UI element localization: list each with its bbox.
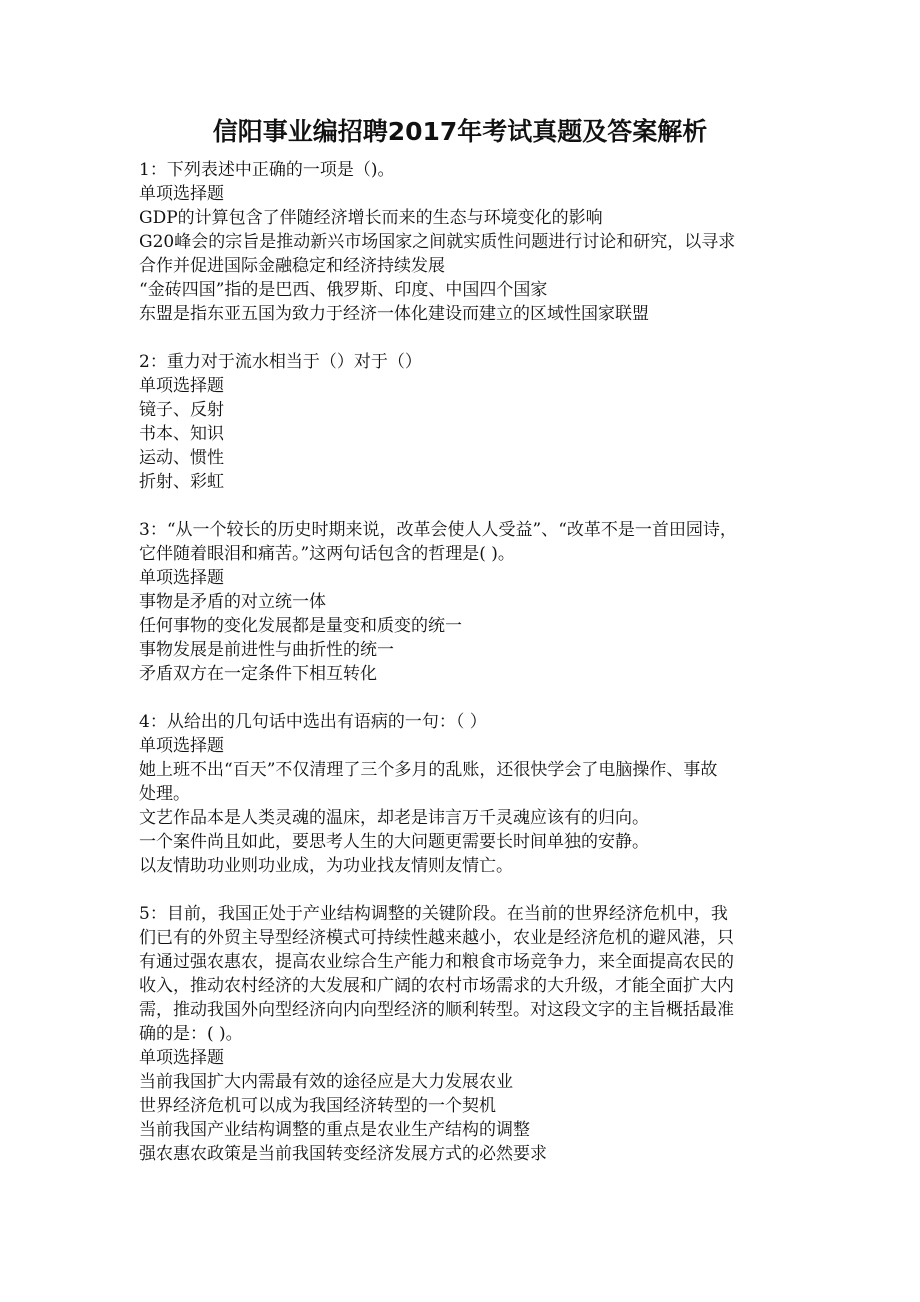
question-list <box>139 158 787 1190</box>
option-b[interactable] <box>139 806 787 830</box>
question-stem: 3：“从一个较长的历史时期来说，改革会使人人受益”、“改革不是一首田园诗， <box>139 520 737 540</box>
option-text: 她上班不出“百天”不仅清理了三个多月的乱账，还很快学会了电脑操作、事故 <box>139 760 718 780</box>
option-b[interactable] <box>139 614 787 638</box>
option-text: 世界经济危机可以成为我国经济转型的一个契机 <box>139 1096 496 1116</box>
question-2 <box>139 350 787 494</box>
option-text: 一个案件尚且如此，要思考人生的大问题更需要长时间单独的安静。 <box>139 832 649 852</box>
option-b[interactable] <box>139 1094 787 1118</box>
option-a[interactable] <box>139 758 787 806</box>
question-stem: 5：目前，我国正处于产业结构调整的关键阶段。在当前的世界经济危机中，我 <box>139 904 728 924</box>
question-type: 单项选择题 <box>139 568 224 588</box>
option-a[interactable] <box>139 590 787 614</box>
option-text: 运动、惯性 <box>139 448 224 468</box>
option-b[interactable] <box>139 230 787 278</box>
question-stem: 们已有的外贸主导型经济模式可持续性越来越小，农业是经济危机的避风港，只 <box>139 928 734 948</box>
question-stem: 确的是：( )。 <box>139 1024 243 1044</box>
option-c[interactable] <box>139 278 787 302</box>
question-stem: 2：重力对于流水相当于（）对于（） <box>139 352 422 372</box>
option-d[interactable] <box>139 1142 787 1166</box>
document-title: 信阳事业编招聘2017年考试真题及答案解析 <box>212 117 708 146</box>
question-stem: 有通过强农惠农，提高农业综合生产能力和粮食市场竞争力，来全面提高农民的 <box>139 952 734 972</box>
option-text: 当前我国产业结构调整的重点是农业生产结构的调整 <box>139 1120 530 1140</box>
option-text: 事物是矛盾的对立统一体 <box>139 592 326 612</box>
option-b[interactable] <box>139 422 787 446</box>
question-stem: 需，推动我国外向型经济向内向型经济的顺利转型。对这段文字的主旨概括最准 <box>139 1000 734 1020</box>
question-type: 单项选择题 <box>139 736 224 756</box>
option-a[interactable] <box>139 1070 787 1094</box>
question-stem: 4：从给出的几句话中选出有语病的一句：（ ） <box>139 712 487 732</box>
question-stem: 它伴随着眼泪和痛苦。”这两句话包含的哲理是( )。 <box>139 544 515 564</box>
option-c[interactable] <box>139 830 787 854</box>
option-text: 强农惠农政策是当前我国转变经济发展方式的必然要求 <box>139 1144 547 1164</box>
option-text: 书本、知识 <box>139 424 224 444</box>
option-c[interactable] <box>139 638 787 662</box>
option-text: 任何事物的变化发展都是量变和质变的统一 <box>139 616 462 636</box>
option-text: 事物发展是前进性与曲折性的统一 <box>139 640 394 660</box>
question-type: 单项选择题 <box>139 376 224 396</box>
option-text: 当前我国扩大内需最有效的途径应是大力发展农业 <box>139 1072 513 1092</box>
option-text: 以友情助功业则功业成，为功业找友情则友情亡。 <box>139 856 513 876</box>
option-text: G20峰会的宗旨是推动新兴市场国家之间就实质性问题进行讨论和研究，以寻求 <box>139 232 736 252</box>
option-a[interactable] <box>139 206 787 230</box>
option-text: 处理。 <box>139 784 190 804</box>
question-stem: 1：下列表述中正确的一项是（)。 <box>139 160 395 180</box>
question-4 <box>139 710 787 878</box>
option-d[interactable] <box>139 662 787 686</box>
option-text: 折射、彩虹 <box>139 472 224 492</box>
option-a[interactable] <box>139 398 787 422</box>
option-text: 合作并促进国际金融稳定和经济持续发展 <box>139 256 445 276</box>
question-3 <box>139 518 787 686</box>
option-d[interactable] <box>139 854 787 878</box>
option-text: GDP的计算包含了伴随经济增长而来的生态与环境变化的影响 <box>139 208 603 228</box>
option-c[interactable] <box>139 446 787 470</box>
question-1 <box>139 158 787 326</box>
option-text: “金砖四国”指的是巴西、俄罗斯、印度、中国四个国家 <box>139 280 548 300</box>
option-text: 东盟是指东亚五国为致力于经济一体化建设而建立的区域性国家联盟 <box>139 304 649 324</box>
option-d[interactable] <box>139 470 787 494</box>
question-5 <box>139 902 787 1166</box>
question-stem: 收入，推动农村经济的大发展和广阔的农村市场需求的大升级，才能全面扩大内 <box>139 976 734 996</box>
question-type: 单项选择题 <box>139 1048 224 1068</box>
option-text: 文艺作品本是人类灵魂的温床，却老是讳言万千灵魂应该有的归向。 <box>139 808 649 828</box>
option-d[interactable] <box>139 302 787 326</box>
option-c[interactable] <box>139 1118 787 1142</box>
option-text: 矛盾双方在一定条件下相互转化 <box>139 664 377 684</box>
option-text: 镜子、反射 <box>139 400 224 420</box>
question-type: 单项选择题 <box>139 184 224 204</box>
